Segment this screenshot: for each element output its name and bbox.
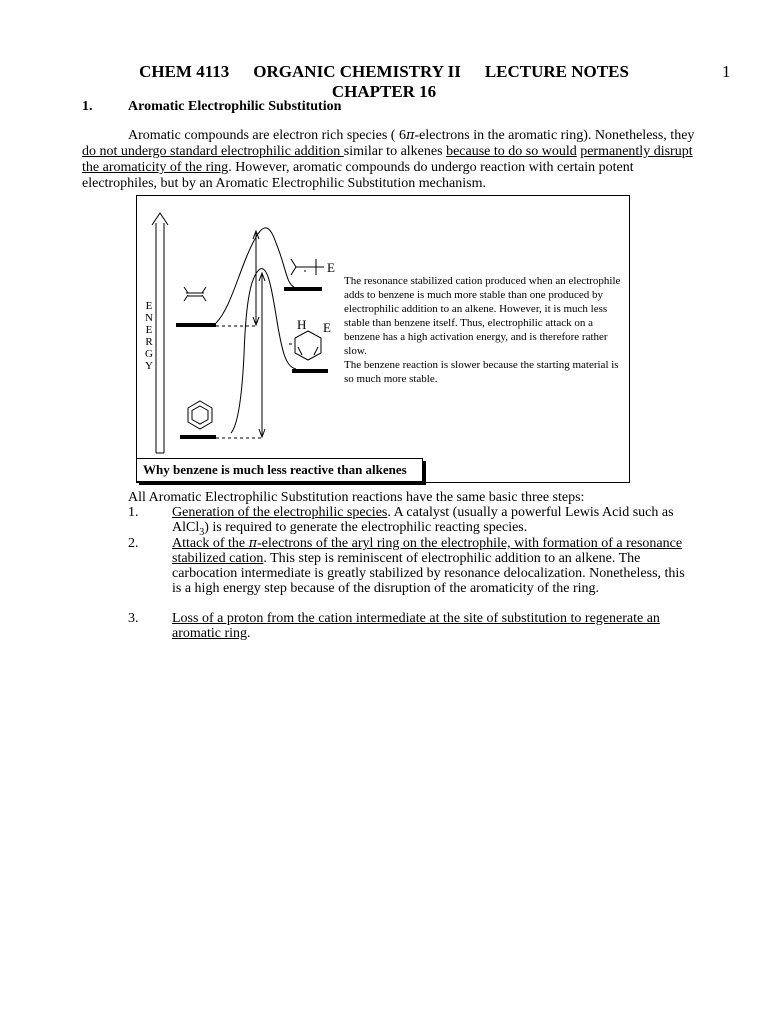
step-number: 3. [128, 611, 139, 626]
step-text [172, 611, 692, 641]
step-rest: . A catalyst (usually a powerful Lewis Acid such as AlCl [172, 505, 674, 535]
benzene-structure-icon [188, 401, 212, 429]
steps-intro: All Aromatic Electrophilic Substitution reactions have the same basic three steps: [128, 490, 585, 505]
energy-letter: Y [145, 360, 153, 372]
benzene-activation-arrow [259, 273, 265, 437]
course-title: ORGANIC CHEMISTRY II [253, 62, 461, 81]
intro-underlined: do not undergo standard electrophilic addition [82, 144, 344, 159]
figure-caption: Why benzene is much less reactive than alkenes [136, 458, 423, 482]
step-number: 2. [128, 536, 139, 551]
benzene-reaction-curve [231, 269, 296, 433]
electrophile-label-mid: E [323, 320, 331, 335]
section-title: Aromatic Electrophilic Substitution [128, 99, 342, 114]
intro-text: similar to alkenes [343, 144, 447, 159]
figure-description-text-2: The benzene reaction is slower because the starting material is so much more stable. [344, 359, 619, 385]
subscript: 3 [199, 526, 205, 538]
figure-description-text: The resonance stabilized cation produced when an electrophile adds to benzene is much more stable than one produced by electrophilic addition to an alkene. However, it is much less stable than benzene itself. Thus, electrophilic attack on a benzene has a high activation energy, and is therefore rather slow. [344, 275, 621, 357]
alkene-structure-icon [184, 287, 206, 301]
step-rest: . [247, 626, 251, 641]
pi-symbol: π [248, 536, 258, 551]
intro-text: Aromatic compounds are electron rich species ( 6 [128, 128, 406, 143]
section-number: 1. [82, 99, 93, 114]
energy-letter: R [145, 336, 153, 348]
document-header [0, 62, 768, 82]
arenium-structure-icon [289, 331, 321, 360]
energy-letter: N [145, 312, 153, 324]
chapter-title: CHAPTER 16 [331, 82, 437, 101]
energy-letter: E [145, 324, 153, 336]
energy-axis-label [143, 300, 155, 372]
step-number: 1. [128, 505, 139, 520]
electrophile-label-top: E [327, 260, 335, 275]
section-heading [82, 99, 341, 115]
energy-letter: G [145, 348, 153, 360]
step-text [172, 536, 692, 596]
step-underlined: Loss of a proton from the cation intermediate at the site of substitution to regenerate an aromatic ring [172, 611, 660, 641]
intro-text: . However, aromatic compounds do undergo reaction with certain potent electrophiles, but by an Aromatic Electrophilic Substitution mechanism. [82, 160, 634, 191]
alkene-cation-structure-icon [291, 259, 324, 275]
course-code: CHEM 4113 [139, 62, 230, 81]
pi-symbol: π [405, 128, 415, 143]
step-rest: ) is required to generate the electrophilic reacting species. [204, 520, 528, 535]
hydrogen-label: H [297, 317, 307, 332]
step-rest: . This step is reminiscent of electrophilic addition to an alkene. The carbocation intermediate is greatly stabilized by resonance delocalization. Nonetheless, this is a high energy step because of the disruption of the aromaticity of the ring. [172, 551, 685, 596]
figure-description [344, 274, 624, 386]
intro-underlined: because to do so would [446, 144, 577, 159]
energy-letter: E [145, 300, 153, 312]
step-underlined: Generation of the electrophilic species [172, 505, 388, 520]
intro-paragraph [82, 128, 702, 192]
step-underlined: -electrons of the aryl ring on the electrophile, with formation of a resonance stabilized cation [172, 536, 683, 566]
intro-underlined: permanently disrupt the aromaticity of the ring [82, 144, 693, 175]
intro-text: -electrons in the aromatic ring). Nonetheless, they [414, 128, 695, 143]
step-underlined: Attack of the [172, 536, 249, 551]
page-number: 1 [722, 62, 731, 81]
document-type: LECTURE NOTES [484, 62, 629, 81]
step-text [172, 505, 692, 540]
